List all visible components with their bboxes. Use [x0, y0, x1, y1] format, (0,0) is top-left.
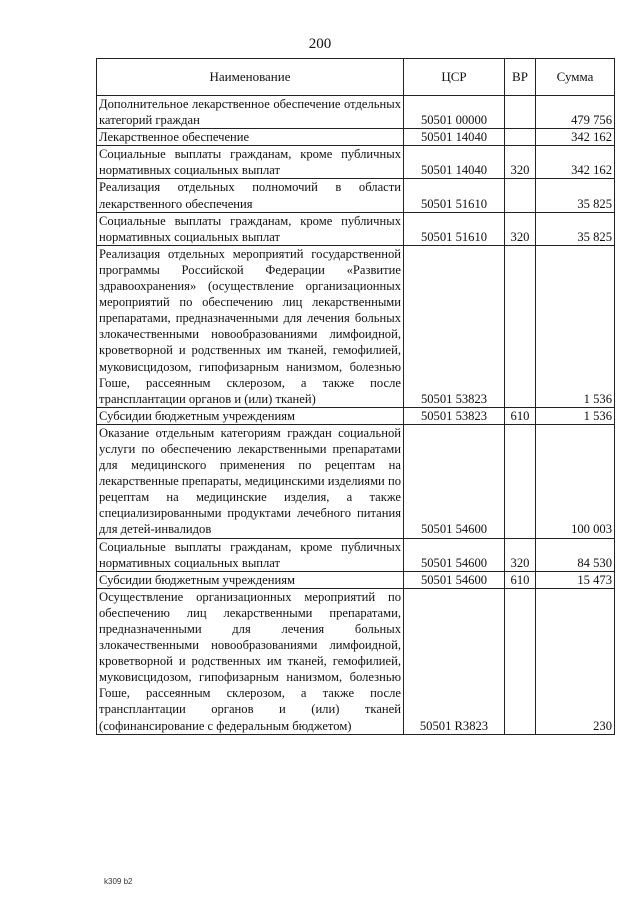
header-sum: Сумма: [536, 59, 615, 96]
row-csr: 50501 00000: [404, 96, 505, 129]
row-name: Реализация отдельных мероприятий государственной программы Российской Федерации «Развитие здравоохранения» (осуществление организационных мероприятий по обеспечению лиц лекарственными препаратами, предназначенными для лечения больных злокачественными новообразованиями лимфоидной, кроветворной и родственных им тканей, гемофилией, муковисцидозом, гипофизарным нанизмом, болезнью Гоше, рассеянным склерозом, а также после трансплантации органов и (или) тканей): [97, 245, 404, 407]
row-vr: [505, 179, 536, 212]
row-name: Дополнительное лекарственное обеспечение отдельных категорий граждан: [97, 96, 404, 129]
table-row: [97, 245, 615, 407]
row-name: Реализация отдельных полномочий в области лекарственного обеспечения: [97, 179, 404, 212]
row-sum: 35 825: [536, 212, 615, 245]
row-vr: [505, 424, 536, 538]
row-sum: 100 003: [536, 424, 615, 538]
row-sum: 35 825: [536, 179, 615, 212]
table-row: [97, 129, 615, 146]
row-sum: 230: [536, 588, 615, 734]
row-vr: [505, 129, 536, 146]
row-vr: [505, 96, 536, 129]
row-csr: 50501 51610: [404, 212, 505, 245]
row-name: Оказание отдельным категориям граждан социальной услуги по обеспечению лекарственными препаратами для медицинского применения по рецептам на лекарственные препараты, медицинскими изделиями по рецептам на медицинские изделия, а также специализированными продуктами лечебного питания для детей-инвалидов: [97, 424, 404, 538]
row-csr: 50501 53823: [404, 245, 505, 407]
row-sum: 84 530: [536, 538, 615, 571]
row-sum: 1 536: [536, 245, 615, 407]
table-row: [97, 146, 615, 179]
row-vr: 610: [505, 571, 536, 588]
table-row: [97, 96, 615, 129]
row-name: Лекарственное обеспечение: [97, 129, 404, 146]
header-csr: ЦСР: [404, 59, 505, 96]
table-row: [97, 588, 615, 734]
table-row: [97, 179, 615, 212]
row-vr: [505, 588, 536, 734]
header-name: Наименование: [97, 59, 404, 96]
row-name: Социальные выплаты гражданам, кроме публичных нормативных социальных выплат: [97, 538, 404, 571]
row-vr: 320: [505, 538, 536, 571]
row-sum: 342 162: [536, 129, 615, 146]
table-row: [97, 571, 615, 588]
table-row: [97, 424, 615, 538]
header-vr: ВР: [505, 59, 536, 96]
row-csr: 50501 R3823: [404, 588, 505, 734]
row-name: Социальные выплаты гражданам, кроме публичных нормативных социальных выплат: [97, 146, 404, 179]
row-csr: 50501 54600: [404, 571, 505, 588]
row-sum: 1 536: [536, 407, 615, 424]
row-vr: 610: [505, 407, 536, 424]
row-vr: 320: [505, 212, 536, 245]
row-name: Субсидии бюджетным учреждениям: [97, 571, 404, 588]
page-number: 200: [308, 36, 332, 52]
row-name: Субсидии бюджетным учреждениям: [97, 407, 404, 424]
budget-table: [96, 58, 615, 735]
row-csr: 50501 14040: [404, 146, 505, 179]
row-csr: 50501 53823: [404, 407, 505, 424]
row-csr: 50501 51610: [404, 179, 505, 212]
row-vr: [505, 245, 536, 407]
row-sum: 15 473: [536, 571, 615, 588]
row-csr: 50501 14040: [404, 129, 505, 146]
footer-code: k309 b2: [104, 877, 133, 886]
table-header-row: [97, 59, 615, 96]
row-vr: 320: [505, 146, 536, 179]
row-sum: 342 162: [536, 146, 615, 179]
table-row: [97, 212, 615, 245]
row-csr: 50501 54600: [404, 538, 505, 571]
table-row: [97, 538, 615, 571]
row-csr: 50501 54600: [404, 424, 505, 538]
row-sum: 479 756: [536, 96, 615, 129]
table-row: [97, 407, 615, 424]
row-name: Осуществление организационных мероприятий по обеспечению лиц лекарственными препаратами, предназначенными для лечения больных злокачественными новообразованиями лимфоидной, кроветворной и родственных им тканей, гемофилией, муковисцидозом, гипофизарным нанизмом, болезнью Гоше, рассеянным склерозом, а также после трансплантации органов и (или) тканей (софинансирование с федеральным бюджетом): [97, 588, 404, 734]
row-name: Социальные выплаты гражданам, кроме публичных нормативных социальных выплат: [97, 212, 404, 245]
